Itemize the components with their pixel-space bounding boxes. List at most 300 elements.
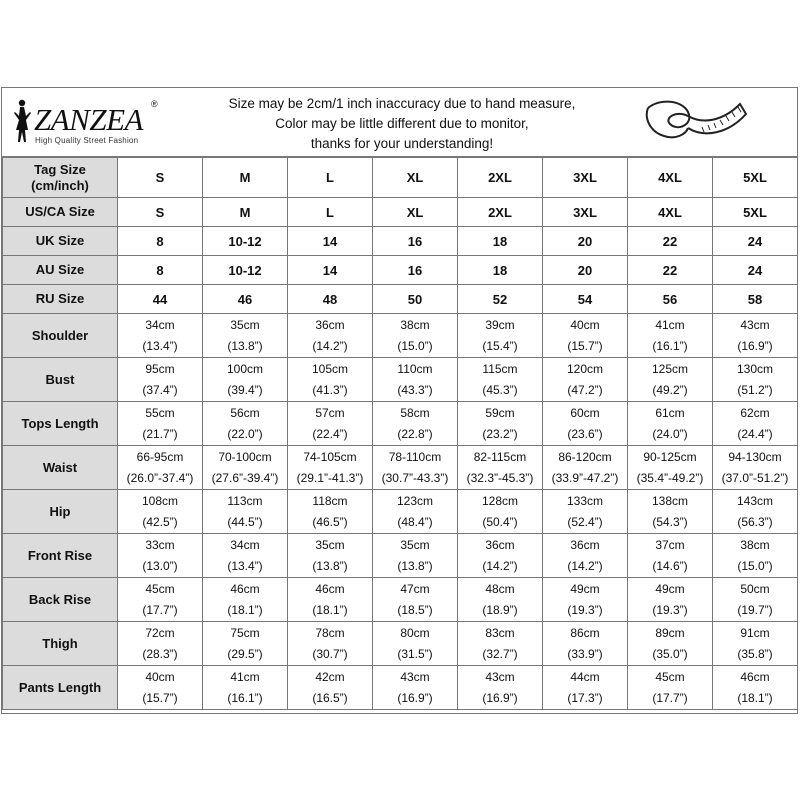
value-inch: (27.6”-39.4”) [211, 470, 279, 485]
value-inch: (29.1”-41.3”) [296, 470, 364, 485]
value-cm: 86-120cm [558, 449, 612, 464]
size-cell: 5XL [713, 198, 798, 227]
value-cm: 74-105cm [303, 449, 357, 464]
size-cell: 2XL [458, 158, 543, 198]
value-cm: 86cm [570, 625, 600, 640]
value-inch: (50.4”) [482, 514, 518, 529]
measurement-row [3, 490, 798, 534]
value-inch: (14.2”) [567, 558, 603, 573]
row-label: Front Rise [3, 534, 118, 578]
value-cm: 56cm [230, 405, 260, 420]
value-inch: (19.3”) [652, 602, 688, 617]
value-inch: (28.3”) [142, 646, 178, 661]
value-cm: 46cm [230, 581, 260, 596]
measurement-notice [192, 94, 612, 154]
value-inch: (32.7”) [482, 646, 518, 661]
measurement-cell [288, 666, 373, 710]
value-inch: (22.8”) [397, 426, 433, 441]
size-cell: 24 [713, 227, 798, 256]
measurement-cell [118, 490, 203, 534]
measurement-cell [118, 666, 203, 710]
value-inch: (18.9”) [482, 602, 518, 617]
row-label: Bust [3, 358, 118, 402]
measurement-cell [543, 358, 628, 402]
measurement-cell [288, 622, 373, 666]
measurement-row [3, 402, 798, 446]
size-row [3, 256, 798, 285]
measurement-cell [628, 314, 713, 358]
value-inch: (22.4”) [312, 426, 348, 441]
measurement-cell [118, 446, 203, 490]
measurement-cell [458, 358, 543, 402]
value-inch: (16.1”) [652, 338, 688, 353]
value-inch: (14.2”) [482, 558, 518, 573]
value-cm: 95cm [145, 361, 175, 376]
measurement-cell [288, 578, 373, 622]
value-inch: (26.0”-37.4”) [126, 470, 194, 485]
measurement-cell [713, 402, 798, 446]
size-row [3, 198, 798, 227]
value-cm: 46cm [315, 581, 345, 596]
size-cell: 10-12 [203, 227, 288, 256]
value-cm: 60cm [570, 405, 600, 420]
value-inch: (51.2”) [737, 382, 773, 397]
value-inch: (37.4”) [142, 382, 178, 397]
measurement-cell [118, 402, 203, 446]
value-cm: 39cm [485, 317, 515, 332]
value-inch: (30.7”) [312, 646, 348, 661]
row-label-text: US/CA Size [25, 204, 95, 219]
measurement-row [3, 622, 798, 666]
value-cm: 91cm [740, 625, 770, 640]
value-inch: (19.3”) [567, 602, 603, 617]
measurement-cell [543, 490, 628, 534]
size-row [3, 158, 798, 198]
value-inch: (16.9”) [397, 690, 433, 705]
value-cm: 89cm [655, 625, 685, 640]
value-cm: 70-100cm [218, 449, 272, 464]
value-cm: 61cm [655, 405, 685, 420]
value-inch: (23.2”) [482, 426, 518, 441]
measurement-cell [118, 622, 203, 666]
measurement-cell [628, 578, 713, 622]
measurement-cell [458, 446, 543, 490]
value-inch: (35.8”) [737, 646, 773, 661]
value-inch: (17.7”) [142, 602, 178, 617]
value-inch: (41.3”) [312, 382, 348, 397]
brand-tagline: High Quality Street Fashion [35, 136, 139, 145]
measurement-cell [458, 622, 543, 666]
size-cell: S [118, 158, 203, 198]
value-cm: 133cm [566, 493, 604, 508]
size-cell: 14 [288, 227, 373, 256]
value-inch: (29.5”) [227, 646, 263, 661]
value-cm: 105cm [311, 361, 349, 376]
value-inch: (21.7”) [142, 426, 178, 441]
measurement-cell [373, 578, 458, 622]
size-cell: 10-12 [203, 256, 288, 285]
value-cm: 36cm [315, 317, 345, 332]
value-cm: 108cm [141, 493, 179, 508]
value-cm: 43cm [740, 317, 770, 332]
value-inch: (30.7”-43.3”) [381, 470, 449, 485]
measuring-tape-icon [642, 94, 752, 150]
size-cell: 56 [628, 285, 713, 314]
notice-line-2: Color may be little different due to monitor, [275, 116, 529, 131]
measurement-cell [203, 446, 288, 490]
value-cm: 128cm [481, 493, 519, 508]
size-cell: 3XL [543, 198, 628, 227]
row-label-text: (cm/inch) [31, 177, 89, 193]
value-cm: 34cm [145, 317, 175, 332]
measurement-cell [543, 666, 628, 710]
value-cm: 47cm [400, 581, 430, 596]
value-inch: (15.0”) [737, 558, 773, 573]
row-label: Hip [3, 490, 118, 534]
value-cm: 36cm [485, 537, 515, 552]
value-cm: 34cm [230, 537, 260, 552]
value-cm: 80cm [400, 625, 430, 640]
value-cm: 48cm [485, 581, 515, 596]
measurement-cell [203, 490, 288, 534]
measurement-cell [628, 622, 713, 666]
measurement-cell [458, 534, 543, 578]
value-inch: (19.7”) [737, 602, 773, 617]
value-inch: (16.9”) [482, 690, 518, 705]
size-cell: 2XL [458, 198, 543, 227]
measurement-cell [373, 358, 458, 402]
size-cell: 18 [458, 227, 543, 256]
measurement-row [3, 666, 798, 710]
value-cm: 40cm [145, 669, 175, 684]
measurement-cell [713, 358, 798, 402]
value-cm: 94-130cm [728, 449, 782, 464]
value-inch: (15.4”) [482, 338, 518, 353]
value-inch: (13.8”) [312, 558, 348, 573]
row-label [3, 227, 118, 256]
measurement-cell [118, 358, 203, 402]
value-cm: 118cm [312, 493, 348, 508]
measurement-cell [373, 534, 458, 578]
measurement-cell [118, 314, 203, 358]
measurement-cell [203, 358, 288, 402]
value-inch: (42.5”) [142, 514, 178, 529]
measurement-cell [118, 534, 203, 578]
notice-line-3: thanks for your understanding! [310, 136, 494, 151]
measurement-cell [118, 578, 203, 622]
size-cell: 5XL [713, 158, 798, 198]
size-row [3, 285, 798, 314]
row-label-text: UK Size [35, 233, 85, 248]
measurement-cell [543, 534, 628, 578]
value-inch: (39.4”) [227, 382, 263, 397]
measurement-cell [288, 534, 373, 578]
value-inch: (56.3”) [737, 514, 773, 529]
value-cm: 36cm [570, 537, 600, 552]
value-inch: (35.4”-49.2”) [636, 470, 704, 485]
value-cm: 115cm [482, 361, 518, 376]
value-cm: 43cm [400, 669, 430, 684]
value-inch: (14.2”) [312, 338, 348, 353]
value-inch: (23.6”) [567, 426, 603, 441]
value-cm: 37cm [655, 537, 685, 552]
size-cell: 3XL [543, 158, 628, 198]
measurement-cell [373, 666, 458, 710]
woman-silhouette-icon [10, 98, 36, 144]
size-cell: 48 [288, 285, 373, 314]
value-inch: (37.0”-51.2”) [721, 470, 789, 485]
value-cm: 62cm [740, 405, 770, 420]
row-label [3, 256, 118, 285]
size-cell: 16 [373, 227, 458, 256]
measurement-cell [628, 446, 713, 490]
measurement-row [3, 358, 798, 402]
measurement-cell [713, 534, 798, 578]
measurement-cell [288, 490, 373, 534]
value-cm: 33cm [145, 537, 175, 552]
size-cell: XL [373, 158, 458, 198]
value-inch: (16.5”) [312, 690, 348, 705]
value-inch: (13.0”) [142, 558, 178, 573]
measurement-cell [203, 622, 288, 666]
measurement-cell [628, 666, 713, 710]
value-inch: (32.3”-45.3”) [466, 470, 534, 485]
value-inch: (18.1”) [312, 602, 348, 617]
size-cell: L [288, 198, 373, 227]
measurement-cell [288, 358, 373, 402]
value-inch: (33.9”) [567, 646, 603, 661]
value-cm: 41cm [655, 317, 685, 332]
value-inch: (35.0”) [652, 646, 688, 661]
measurement-cell [628, 358, 713, 402]
measurement-cell [203, 666, 288, 710]
measurement-cell [543, 578, 628, 622]
value-cm: 49cm [570, 581, 600, 596]
row-label: Tops Length [3, 402, 118, 446]
size-cell: M [203, 198, 288, 227]
measurement-cell [713, 666, 798, 710]
size-cell: 22 [628, 227, 713, 256]
size-cell: 58 [713, 285, 798, 314]
value-inch: (52.4”) [567, 514, 603, 529]
value-cm: 138cm [651, 493, 689, 508]
size-chart-table [2, 157, 798, 710]
measurement-cell [713, 578, 798, 622]
chart-header [2, 88, 797, 157]
size-cell: 4XL [628, 198, 713, 227]
value-cm: 75cm [230, 625, 260, 640]
measurement-cell [543, 446, 628, 490]
size-cell: 16 [373, 256, 458, 285]
value-cm: 120cm [566, 361, 604, 376]
value-cm: 49cm [655, 581, 685, 596]
value-cm: 125cm [651, 361, 689, 376]
measurement-cell [628, 402, 713, 446]
value-inch: (18.1”) [227, 602, 263, 617]
measurement-cell [458, 314, 543, 358]
row-label: Thigh [3, 622, 118, 666]
value-inch: (43.3”) [397, 382, 433, 397]
brand-name: ZANZEA [34, 102, 143, 137]
value-cm: 45cm [655, 669, 685, 684]
size-cell: M [203, 158, 288, 198]
row-label [3, 285, 118, 314]
measurement-row [3, 534, 798, 578]
registered-mark: ® [151, 99, 158, 109]
row-label-text: Tag Size [34, 161, 86, 177]
value-cm: 42cm [315, 669, 345, 684]
measurement-cell [543, 314, 628, 358]
value-inch: (24.4”) [737, 426, 773, 441]
value-inch: (46.5”) [312, 514, 348, 529]
value-inch: (15.0”) [397, 338, 433, 353]
measurement-cell [458, 490, 543, 534]
value-inch: (15.7”) [142, 690, 178, 705]
size-cell: 52 [458, 285, 543, 314]
measurement-cell [713, 314, 798, 358]
value-cm: 130cm [736, 361, 774, 376]
value-cm: 38cm [400, 317, 430, 332]
value-cm: 110cm [397, 361, 433, 376]
value-cm: 55cm [145, 405, 175, 420]
measurement-cell [628, 490, 713, 534]
value-cm: 35cm [230, 317, 260, 332]
row-label [3, 198, 118, 227]
measurement-cell [713, 622, 798, 666]
row-label: Back Rise [3, 578, 118, 622]
brand-logo [8, 96, 168, 148]
value-inch: (48.4”) [397, 514, 433, 529]
value-inch: (31.5”) [397, 646, 433, 661]
size-cell: L [288, 158, 373, 198]
measurement-cell [373, 314, 458, 358]
measurement-row [3, 446, 798, 490]
measurement-cell [203, 578, 288, 622]
measurement-cell [543, 402, 628, 446]
size-cell: 22 [628, 256, 713, 285]
value-cm: 123cm [396, 493, 434, 508]
measurement-cell [458, 578, 543, 622]
size-cell: XL [373, 198, 458, 227]
size-cell: 54 [543, 285, 628, 314]
row-label: Shoulder [3, 314, 118, 358]
value-cm: 143cm [736, 493, 774, 508]
value-inch: (13.8”) [227, 338, 263, 353]
measurement-cell [288, 402, 373, 446]
value-inch: (47.2”) [567, 382, 603, 397]
measurement-cell [203, 534, 288, 578]
value-inch: (18.5”) [397, 602, 433, 617]
value-cm: 35cm [400, 537, 430, 552]
value-cm: 57cm [315, 405, 345, 420]
value-cm: 90-125cm [643, 449, 697, 464]
size-cell: S [118, 198, 203, 227]
size-cell: 24 [713, 256, 798, 285]
value-inch: (49.2”) [652, 382, 688, 397]
value-inch: (33.9”-47.2”) [551, 470, 619, 485]
value-cm: 46cm [740, 669, 770, 684]
value-cm: 45cm [145, 581, 175, 596]
measurement-cell [458, 666, 543, 710]
value-cm: 58cm [400, 405, 430, 420]
size-cell: 50 [373, 285, 458, 314]
measurement-row [3, 578, 798, 622]
measurement-cell [288, 446, 373, 490]
measurement-cell [713, 490, 798, 534]
value-cm: 78cm [315, 625, 345, 640]
value-inch: (22.0”) [227, 426, 263, 441]
value-cm: 43cm [485, 669, 515, 684]
value-cm: 78-110cm [388, 449, 442, 464]
value-inch: (16.1”) [227, 690, 263, 705]
value-cm: 83cm [485, 625, 515, 640]
value-inch: (44.5”) [227, 514, 263, 529]
measurement-cell [373, 446, 458, 490]
value-inch: (18.1”) [737, 690, 773, 705]
value-inch: (13.4”) [142, 338, 178, 353]
size-cell: 20 [543, 256, 628, 285]
measurement-cell [373, 490, 458, 534]
size-row [3, 227, 798, 256]
measurement-cell [203, 402, 288, 446]
value-cm: 82-115cm [473, 449, 527, 464]
value-inch: (24.0”) [652, 426, 688, 441]
value-inch: (14.6”) [652, 558, 688, 573]
measurement-cell [373, 622, 458, 666]
value-inch: (13.8”) [397, 558, 433, 573]
value-inch: (15.7”) [567, 338, 603, 353]
measurement-row [3, 314, 798, 358]
measurement-cell [543, 622, 628, 666]
value-cm: 100cm [226, 361, 264, 376]
measurement-cell [713, 446, 798, 490]
value-inch: (16.9”) [737, 338, 773, 353]
value-inch: (45.3”) [482, 382, 518, 397]
value-cm: 66-95cm [136, 449, 184, 464]
row-label-text: AU Size [35, 262, 85, 277]
value-inch: (54.3”) [652, 514, 688, 529]
measurement-cell [628, 534, 713, 578]
size-cell: 8 [118, 227, 203, 256]
measurement-cell [288, 314, 373, 358]
row-label [3, 158, 118, 198]
value-cm: 50cm [740, 581, 770, 596]
size-cell: 4XL [628, 158, 713, 198]
value-inch: (13.4”) [227, 558, 263, 573]
row-label: Waist [3, 446, 118, 490]
size-cell: 20 [543, 227, 628, 256]
value-cm: 35cm [315, 537, 345, 552]
value-cm: 72cm [145, 625, 175, 640]
value-inch: (17.3”) [567, 690, 603, 705]
value-cm: 40cm [570, 317, 600, 332]
measurement-cell [203, 314, 288, 358]
size-cell: 8 [118, 256, 203, 285]
notice-line-1: Size may be 2cm/1 inch inaccuracy due to hand measure, [228, 96, 576, 111]
measurement-cell [458, 402, 543, 446]
value-cm: 59cm [485, 405, 515, 420]
value-cm: 44cm [570, 669, 600, 684]
measurement-cell [373, 402, 458, 446]
size-cell: 18 [458, 256, 543, 285]
size-cell: 44 [118, 285, 203, 314]
value-cm: 38cm [740, 537, 770, 552]
size-cell: 46 [203, 285, 288, 314]
size-cell: 14 [288, 256, 373, 285]
value-cm: 41cm [230, 669, 260, 684]
row-label-text: RU Size [35, 291, 85, 306]
value-inch: (17.7”) [652, 690, 688, 705]
